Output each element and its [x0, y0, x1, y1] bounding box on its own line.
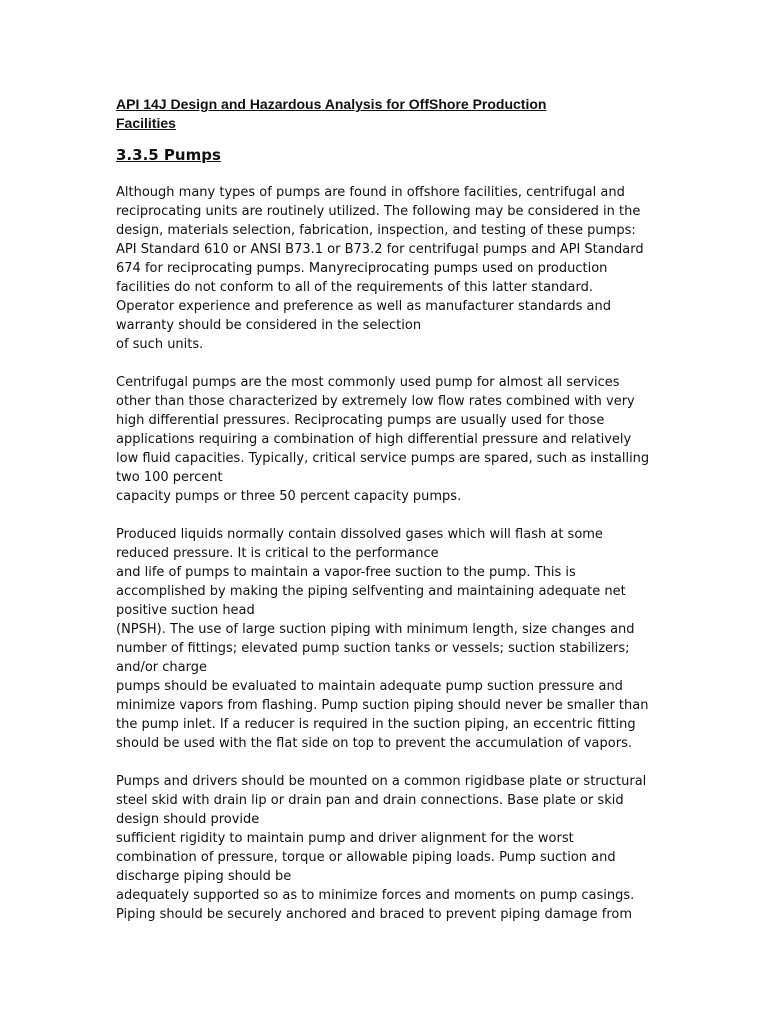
- document-title: API 14J Design and Hazardous Analysis for OffShore Production Facilities: [116, 96, 547, 131]
- paragraph-3: Produced liquids normally contain dissolved gases which will flash at some reduced pressure. It is critical to the performance and life of pumps to maintain a vapor-free suction to the pump. This is accomplished by making the piping selfventing and maintaining adequate net positive suction head (NPSH). The use of large suction piping with minimum length, size changes and number of fittings; elevated pump suction tanks or vessels; suction stabilizers; and/or charge pumps should be evaluated to maintain adequate pump suction pressure and minimize vapors from flashing. Pump suction piping should never be smaller than the pump inlet. If a reducer is required in the suction piping, an eccentric fitting should be used with the flat side on top to prevent the accumulation of vapors.: [116, 527, 649, 751]
- paragraph-4: Pumps and drivers should be mounted on a common rigidbase plate or structural steel skid with drain lip or drain pan and drain connections. Base plate or skid design should provide sufficient rigidity to maintain pump and driver alignment for the worst combination of pressure, torque or allowable piping loads. Pump suction and discharge piping should be adequately supported so as to minimize forces and moments on pump casings. Piping should be securely anchored and braced to prevent piping damage from: [116, 774, 647, 922]
- paragraph-1: Although many types of pumps are found in offshore facilities, centrifugal and reciprocating units are routinely utilized. The following may be considered in the design, materials selection, fabrication, inspection, and testing of these pumps: API Standard 610 or ANSI B73.1 or B73.2 for centrifugal pumps and API Standard 674 for reciprocating pumps. Manyreciprocating pumps used on production facilities do not conform to all of the requirements of this latter standard. Operator experience and preference as well as manufacturer standards and warranty should be considered in the selection of such units.: [116, 185, 644, 352]
- section-heading: 3.3.5 Pumps: [116, 146, 221, 164]
- document-page: [116, 95, 656, 924]
- paragraph-2: Centrifugal pumps are the most commonly used pump for almost all services other than those characterized by extremely low flow rates combined with very high differential pressures. Reciprocating pumps are usually used for those applications requiring a combination of high differential pressure and relatively low fluid capacities. Typically, critical service pumps are spared, such as installing two 100 percent capacity pumps or three 50 percent capacity pumps.: [116, 375, 650, 504]
